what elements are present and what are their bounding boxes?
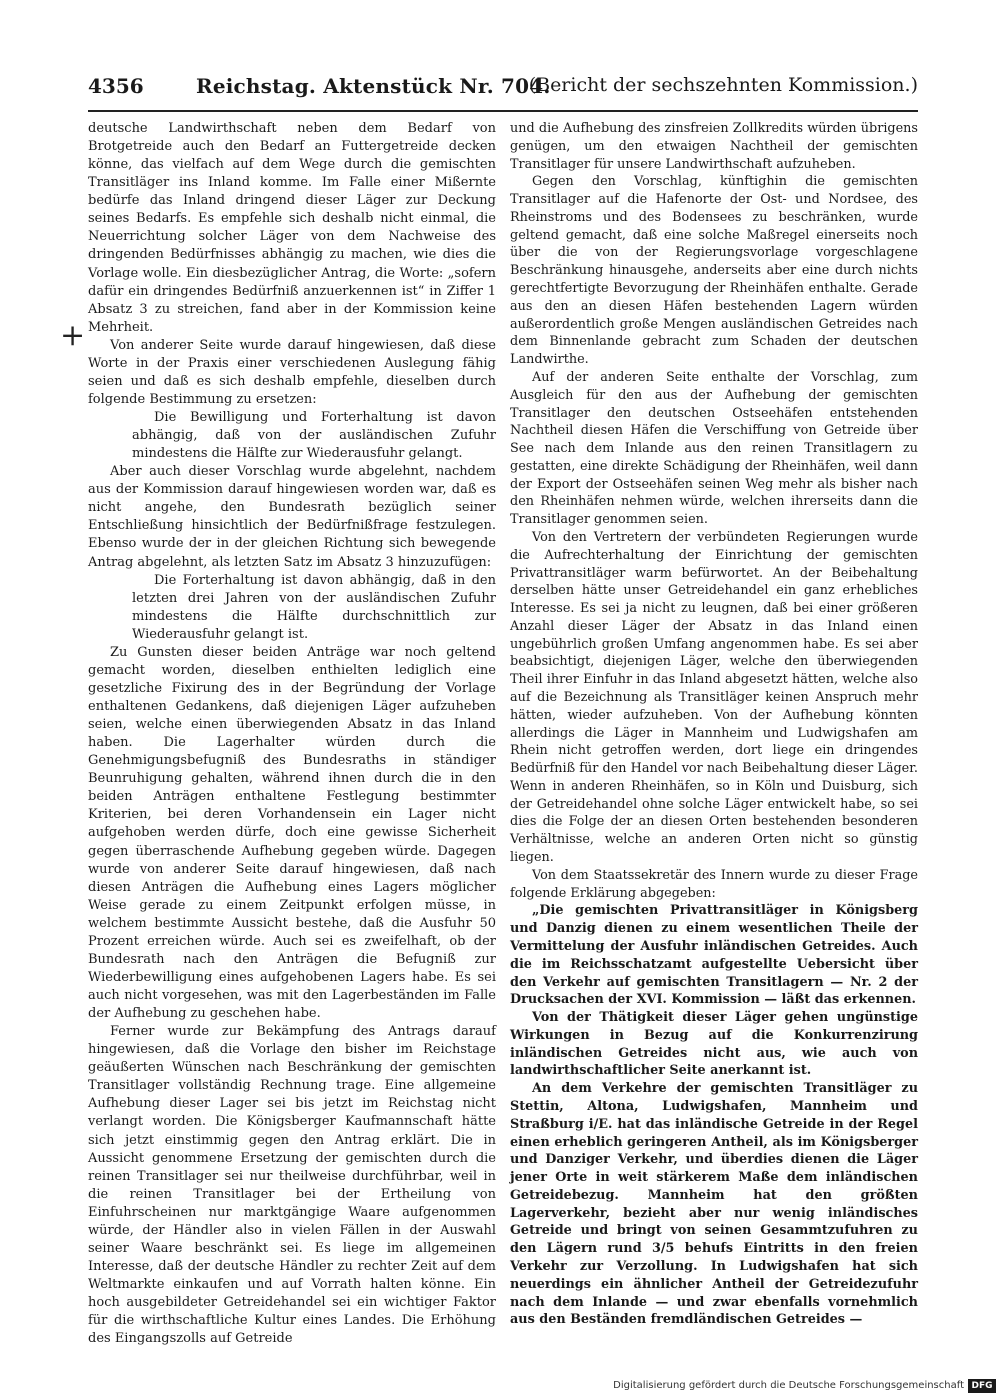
paragraph: und die Aufhebung des zinsfreien Zollkredits würden übrigens genügen, um den etwaigen Nachtheil der gemischten Transitlager für unsere Landwirthschaft aufzuheben. <box>510 121 918 172</box>
paragraph: Von dem Staatssekretär des Innern wurde zu dieser Frage folgende Erklärung abgegeben: <box>510 867 918 901</box>
page-header <box>88 72 918 106</box>
paragraph: An dem Verkehre der gemischten Transitläger zu Stettin, Altona, Ludwigshafen, Mannheim und Straßburg i/E. hat das inländische Getreide in der Regel einen erheblich geringeren Antheil, als im Königsberger und Danziger Verkehr, und überdies dienen die Läger jener Orte in weit stärkerem Maße dem inländischen Getreidebezug. Mannheim hat den größten Lagerverkehr, bezieht aber nur wenig inländisches Getreide und bringt von seinen Gesammtzufuhren zu den Lägern rund 3/5 behufs Eintritts in den freien Verkehr zur Verzollung. In Ludwigshafen hat sich neuerdings ein ähnlicher Antheil der Getreidezufuhr nach dem Inlande — und zwar ebenfalls vornehmlich aus den Beständen fremdländischen Getreides — <box>510 1081 918 1328</box>
left-column <box>88 120 496 1348</box>
paragraph: Die Bewilligung und Forterhaltung ist davon abhängig, daß von der ausländischen Zufuhr mindestens die Hälfte zur Wiederausfuhr gelangt. <box>132 410 496 462</box>
dfg-logo: DFG <box>968 1379 996 1393</box>
page-subtitle: (Bericht der sechszehnten Kommission.) <box>528 74 918 96</box>
paragraph: Von der Thätigkeit dieser Läger gehen ungünstige Wirkungen in Bezug auf die Konkurrenzirung inländischen Getreides nicht aus, wie auch von landwirthschaftlicher Seite anerkannt ist. <box>510 1010 918 1079</box>
paragraph: Ferner wurde zur Bekämpfung des Antrags darauf hingewiesen, daß die Vorlage den bisher im Reichstage geäußerten Wünschen nach Beschränkung der gemischten Transitlager vollständig Rechnung trage. Eine allgemeine Aufhebung dieser Lager sei bis jetzt im Reichstag nicht verlangt worden. Die Königsberger Kaufmannschaft hätte sich jetzt einstimmig gegen den Antrag erklärt. Die in Aussicht genommene Ersetzung der gemischten durch die reinen Transitlager sei nur theilweise durchführbar, weil in die reinen Transitlager bei der Ertheilung von Einfuhrscheinen nur marktgängige Waare aufgenommen würde, der Händler also in vielen Fällen in der Auswahl seiner Waare beschränkt sei. Es liege im allgemeinen Interesse, daß der deutsche Händler zu rechter Zeit auf dem Weltmarkte einkaufen und auf Vorrath halten könne. Ein hoch ausgebildeter Getreidehandel sei ein wichtiger Faktor für die wirthschaftliche Kultur eines Landes. Die Erhöhung des Eingangszolls auf Getreide <box>88 1024 496 1347</box>
paragraph: Von anderer Seite wurde darauf hingewiesen, daß diese Worte in der Praxis einer verschiedenen Auslegung fähig seien und daß es sich deshalb empfehle, dieselben durch folgende Bestimmung zu ersetzen: <box>88 337 496 407</box>
page-title: Reichstag. Aktenstück Nr. 704. <box>196 74 551 98</box>
paragraph: deutsche Landwirthschaft neben dem Bedarf von Brotgetreide auch den Bedarf an Futtergetreide decken könne, das vielfach auf dem Wege durch die gemischten Transitläger ins Inland komme. Im Falle einer Mißernte bedürfe das Inland dringend dieser Läger zur Deckung seines Bedarfs. Es empfehle sich deshalb nicht einmal, die Neuerrichtung solcher Läger von dem Nachweise des dringenden Bedürfnisses abhängig zu machen, wie dies die Vorlage wolle. Ein diesbezüglicher Antrag, die Worte: „sofern dafür ein dringendes Bedürfniß anzuerkennen ist“ in Ziffer 1 Absatz 3 zu streichen, fand aber in der Kommission keine Mehrheit. <box>88 121 496 335</box>
right-column <box>510 120 918 1329</box>
margin-annotation: + <box>60 318 86 353</box>
paragraph: Zu Gunsten dieser beiden Anträge war noch geltend gemacht worden, dieselben enthielten lediglich eine gesetzliche Fixirung des in der Begründung der Vorlage enthaltenen Gedankens, daß diejenigen Läger aufzuheben seien, welche einen überwiegenden Absatz in das Inland haben. Die Lagerhalter würden durch die Genehmigungsbefugniß des Bundesraths in ständiger Beunruhigung gehalten, während ihnen durch die in den beiden Anträgen enthaltene Festlegung bestimmter Kriterien, bei deren Vorhandensein ein Lager nicht aufgehoben werden dürfe, doch eine gewisse Sicherheit gegen überraschende Aufhebung gegeben würde. Dagegen wurde von anderer Seite darauf hingewiesen, daß nach diesen Anträgen die Aufhebung eines Lagers möglicher Weise gerade zu einem Zeitpunkt erfolgen müsse, in welchem bestimmte Aussicht bestehe, daß die Ausfuhr 50 Prozent erreichen würde. Auch sei es zweifelhaft, ob der Bundesrath nach den Anträgen die Befugniß zur Wiederbewilligung eines aufgehobenen Lagers habe. Es sei auch nicht vorgesehen, was mit den Lagerbeständen im Falle der Aufhebung zu geschehen habe. <box>88 644 496 1022</box>
paragraph: Gegen den Vorschlag, künftighin die gemischten Transitlager auf die Hafenorte der Ost- und Nordsee, des Rheinstroms und des Bodensees zu beschränken, wurde geltend gemacht, daß eine solche Maßregel einerseits noch über die von der Regierungsvorlage vorgeschlagene Beschränkung hinausgehe, anderseits aber eine durch nichts gerechtfertigte Bevorzugung der Rheinhäfen enthalte. Gerade aus den an diesen Häfen bestehenden Lagern würden außerordentlich große Mengen ausländischen Getreides nach dem Binnenlande gebracht zum Schaden der deutschen Landwirthe. <box>510 174 918 368</box>
paragraph: Auf der anderen Seite enthalte der Vorschlag, zum Ausgleich für den aus der Aufhebung der gemischten Transitlager den deutschen Ostseehäfen entstehenden Nachtheil diesen Häfen die Verschiffung von Getreide über See nach dem Inlande aus den reinen Transitlagern zu gestatten, eine direkte Schädigung der Rheinhäfen, weil dann der Export der Ostseehäfen seinen Weg mehr als bisher nach den Rheinhäfen nehmen würde, welchen ihrerseits dann die Transitlager genommen seien. <box>510 369 918 528</box>
header-rule <box>88 110 918 112</box>
paragraph: Die Forterhaltung ist davon abhängig, daß in den letzten drei Jahren von der ausländischen Zufuhr mindestens die Hälfte durchschnittlich zur Wiederausfuhr gelangt ist. <box>132 572 496 642</box>
paragraph: Aber auch dieser Vorschlag wurde abgelehnt, nachdem aus der Kommission darauf hingewiesen worden war, daß es nicht angehe, den Bundesrath bezüglich seiner Entschließung hinsichtlich der Bedürfnißfrage festzulegen. Ebenso wurde der in der gleichen Richtung sich bewegende Antrag abgelehnt, als letzten Satz im Absatz 3 hinzuzufügen: <box>88 464 496 570</box>
footer <box>0 1373 1000 1397</box>
footer-credit: Digitalisierung gefördert durch die Deutsche Forschungsgemeinschaft <box>613 1380 964 1391</box>
paragraph: „Die gemischten Privattransitläger in Königsberg und Danzig dienen zu einem wesentlichen Theile der Vermittelung der Ausfuhr inländischen Getreides. Auch die im Reichsschatzamt aufgestellte Uebersicht über den Verkehr auf gemischten Transitlagern — Nr. 2 der Drucksachen der XVI. Kommission — läßt das erkennen. <box>510 903 918 1008</box>
paragraph: Von den Vertretern der verbündeten Regierungen wurde die Aufrechterhaltung der Einrichtung der gemischten Privattransitläger warm befürwortet. An der Beibehaltung derselben hätte unser Getreidehandel ein ganz erhebliches Interesse. Es sei ja nicht zu leugnen, daß bei einer größeren Anzahl dieser Läger der Absatz in das Inland einen ungebührlich großen Umfang angenommen habe. Es sei aber beabsichtigt, diejenigen Läger, welche den überwiegenden Theil ihrer Einfuhr in das Inland abgesetzt hätten, welche also auf die Bezeichnung als Transitläger keinen Anspruch mehr hätten, wieder aufzuheben. Von der Aufhebung könnten allerdings die Läger in Mannheim und Ludwigshafen am Rhein nicht getroffen werden, dort liege ein dringendes Bedürfniß für den Handel vor nach Beibehaltung dieser Läger. Wenn in anderen Rheinhäfen, so in Köln und Duisburg, sich der Getreidehandel ohne solche Läger entwickelt habe, so sei dies die Folge der an diesen Orten bestehenden besonderen Verhältnisse, welche an anderen Orten nicht so günstig liegen. <box>510 529 918 866</box>
page-number: 4356 <box>88 74 144 98</box>
